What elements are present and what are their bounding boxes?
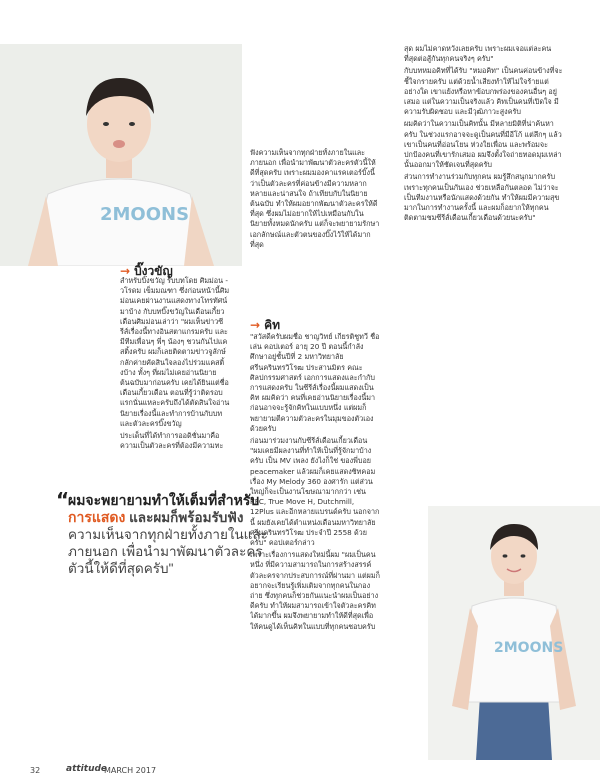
quote-highlight: การแสดง [68, 509, 126, 525]
quote-mark-icon: “ [56, 488, 70, 512]
pull-quote [68, 492, 278, 577]
paragraph: "สวัสดีครับผมชื่อ ชาญวิทย์ เกียรติชูทวี ชื่อเล่น คอปเตอร์ อายุ 20 ปี ตอนนี้กำลังศึกษาอยู่ชั้นปีที่ 2 มหาวิทยาลัยศรีนครินทรวิโรฒ ประสานมิตร คณะศิลปกรรมศาสตร์ เอกการแสดงและกำกับการแสดงครับ ในซีรีส์เรื่องนี้ผมแสดงเป็นคิท ผมคิดว่า คนที่เคยอ่านนิยายเรื่องนี้มาก่อนอาจจะรู้จักคิทในแบบหนึ่ง แต่ผมก็พยายามตีความตัวละครในมุมของตัวเองด้วยครับ [250, 332, 380, 433]
portrait-illustration [428, 506, 600, 760]
heading-text: คิท [264, 318, 280, 332]
paragraph: ก่อนมาร่วมงานกับซีรีส์เดือนเกี้ยวเดือน "ผมเคยมีผลงานที่ทำให้เป็นที่รู้จักมาบ้างครับ เป็น MV เพลง ยังไงก็ใช่ ของพี่บอย peacemaker แล้วผมก็เคยแสดงซิทคอมเรื่อง My Melody 360 องศารัก แต่ส่วนใหญ่ก็จะเป็นงานโฆษณามากกว่า เช่น KFC, True Move H, Dutchmill, 12Plus และอีกหลายแบรนด์ครับ นอกจากนี้ ผมยังเคยได้ตำแหน่งเดือนมหาวิทยาลัยศรีนครินทรวิโรฒ ประจำปี 2558 ด้วยครับ" คอปเตอร์กล่าว [250, 436, 380, 548]
quote-text: และผมก็พร้อมรับฟัง [125, 510, 244, 525]
photo-copter [428, 506, 600, 760]
quote-line [68, 509, 278, 526]
paragraph: สำหรับบิ๊งขวัญ รับบทโดย ศิมม่อน - วโรดม เข็มมณฑา ซึ่งก่อนหน้านี้ศิมม่อนเคยผ่านงานแสดงทางโทรทัศน์มาบ้าง กับบทบิ๊งขวัญในเดือนเกี้ยวเดือนศิมม่อนเล่าว่า "ผมเห็นข่าวซีรีส์เรื่องนี้ทางอินสตาแกรมครับ และมีทีมเพื่อนๆ พี่ๆ น้องๆ ชวนกันไปแคสติ้งครับ ผมก็เลยติดตามข่าวจูลักษ์กลักค่ายคัดสินใจลองไปร่วมแคสติ้งบ้าง ทั้งๆ ที่ผมไม่เคยอ่านนิยายต้นฉบับมาก่อนครับ เคยได้ยินแต่ชื่อ เดือนเกี้ยวเดือน ตอนที่รู้ว่าติดรอบแรกนั่นแหละครับถึงได้ตัดสินใจอ่านนิยายเรื่องนี้และทำการบ้านกับบทและตัวละครบิ๊งขวัญ [120, 276, 230, 428]
quote-line: ผมจะพยายามทำให้เต็มที่สำหรับ [68, 492, 260, 508]
section2-intro [250, 148, 380, 310]
paragraph: เพราะเรื่องการแสดงใหม่นี้ผม "ผมเป็นคนหนึ่ง ที่มีความสามารถในการสร้างสรรค์ตัวละครจากประสบการณ์ที่ผ่านมา แต่ผมก็อยากจะเรียนรู้เพิ่มเติมจากทุกคนในกองถ่าย ซึ่งทุกคนก็ช่วยกันแนะนำผมเป็นอย่างดีครับ ทำให้ผมสามารถเข้าใจตัวละครคิทได้มากขึ้น ผมจึงพยายามทำให้ดีที่สุดเพื่อให้คนดูได้เห็นคิทในแบบที่ทุกคนชอบครับ [250, 550, 380, 631]
paragraph: ผมคิดว่าในความเป็นคิทนั้น มีหลายมิติที่น่าค้นหาครับ ในช่วงแรกอาจจะดูเป็นคนที่มีอีโก้ แต่ลึกๆ แล้วเขาเป็นคนที่อ่อนโยน ห่วงใยเพื่อน และพร้อมจะปกป้องคนที่เขารักเสมอ ผมจึงตั้งใจถ่ายทอดมุมเหล่านั้นออกมาให้ชัดเจนที่สุดครับ [404, 119, 562, 170]
issue-date: MARCH 2017 [104, 766, 157, 775]
quote-line: ตัวนี้ให้ดีที่สุดครับ" [68, 561, 174, 576]
page-number: 32 [30, 766, 41, 775]
quote-line: ภายนอก เพื่อนำมาพัฒนาตัวละคร [68, 544, 263, 559]
arrow-icon: → [120, 264, 131, 278]
section1-body [120, 276, 230, 452]
arrow-icon: → [250, 318, 261, 332]
quote-line: ความเห็นจากทุกฝ่ายทั้งภายในและ [68, 527, 268, 542]
paragraph: กับบทหมอคิทที่ได้รับ "หมอคิท" เป็นคนค่อนข้างที่จะชี้ใจกรายครับ แต่ด้วยน้ำเสียงทำให้ไม่ใจร้ายแต่อย่างใด เขาแย้งหรือหาข้อบกพร่องของคนอื่นๆ อยู่เสมอ แต่ในความเป็นจริงแล้ว คิทเป็นคนที่เปิดใจ มีความรับผิดชอบ และมีวุฒิภาวะสูงครับ [404, 66, 563, 117]
paragraph: สุด ผมไม่คาดหวังเลยครับ เพราะผมเจอแต่ละคนที่สุดต่อสู้กันทุกคนจริงๆ ครับ" [404, 44, 552, 64]
heading-text: บิ๊งวขัญ [134, 264, 173, 278]
shirt-print: 2MOONS [494, 640, 564, 656]
paragraph: ฟังความเห็นจากทุกฝ่ายทั้งภายในและภายนอก เพื่อนำมาพัฒนาตัวละครตัวนี้ให้ดีที่สุดครับ เพราะผมมองคาแรคเตอร์บิ๊งนี้ว่าเป็นตัวละครที่ค่อนข้างมีความหลากหลายและน่าสนใจ ถ้าเทียบกับในนิยายต้นฉบับ ทำให้ผมอยากพัฒนาตัวละครให้ดีที่สุด ซึ่งผมไม่อยากให้ไปเหมือนกับในนิยายทั้งหมดนักครับ แต่ก็จะพยายามรักษาเอกลักษณ์และตัวตนของบิ๊งไว้ให้ได้มากที่สุด [250, 148, 380, 249]
magazine-logo: attitude [66, 764, 108, 774]
paragraph: ประเด็นที่ได้ทำการออดิชั่นมาคือ ความเป็นตัวละครที่ต้องมีความทะ [120, 431, 224, 451]
photo-shimmon [0, 44, 242, 266]
page-footer [0, 760, 600, 780]
paragraph: ส่วนการทำงานร่วมกับทุกคน ผมรู้สึกสนุกมากครับ เพราะทุกคนเป็นกันเอง ช่วยเหลือกันตลอด ไม่ว่าจะเป็นทีมงานหรือนักแสดงด้วยกัน ทำให้ผมมีความสุขมากในการทำงานครั้งนี้ และผมก็อยากให้ทุกคนติดตามชมซีรีส์เดือนเกี้ยวเดือนด้วยนะครับ" [404, 172, 560, 223]
shirt-print: 2MOONS [100, 204, 190, 225]
portrait-illustration [0, 44, 242, 266]
section3-body [404, 44, 564, 500]
